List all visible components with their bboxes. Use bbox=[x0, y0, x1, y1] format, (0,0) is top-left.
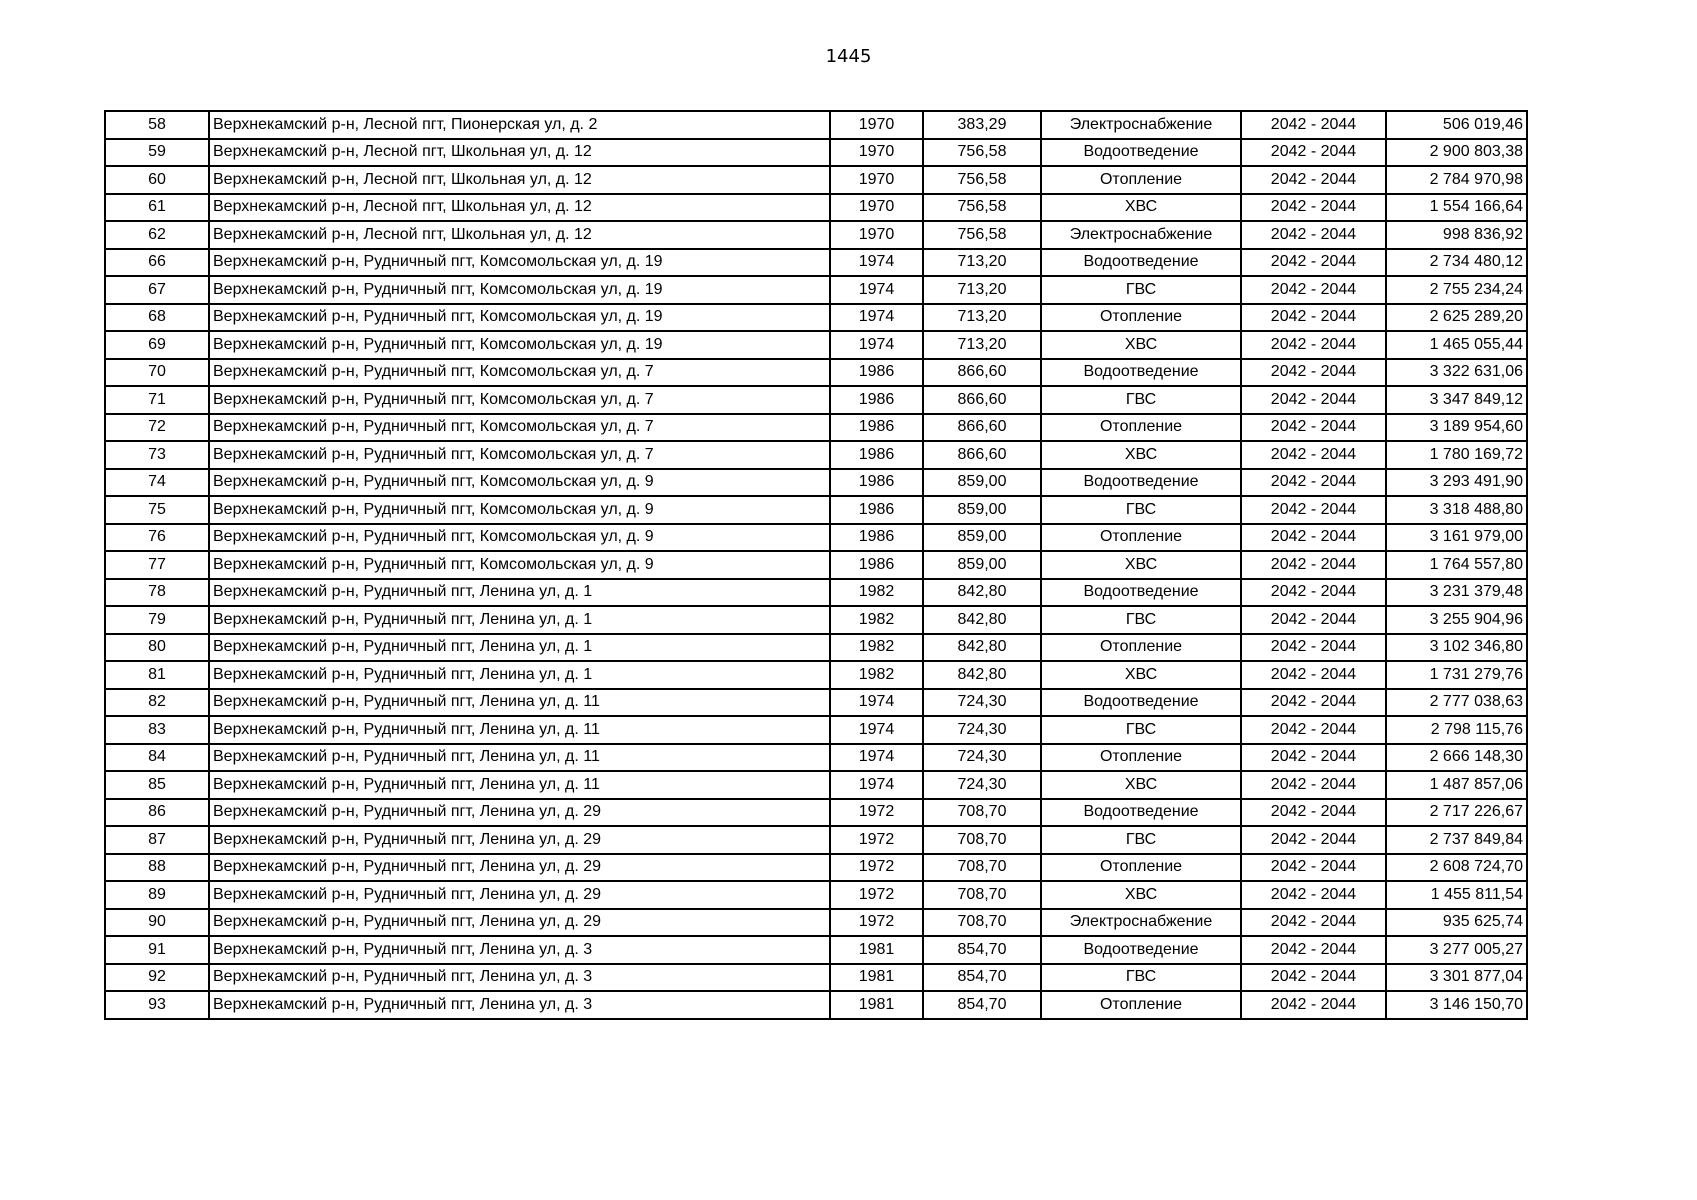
year-built-cell: 1982 bbox=[830, 661, 923, 689]
area-cell: 756,58 bbox=[923, 194, 1041, 222]
table-row bbox=[105, 249, 1527, 277]
address-cell: Верхнекамский р-н, Рудничный пгт, Комсомольская ул, д. 9 bbox=[209, 469, 830, 497]
year-built-cell: 1981 bbox=[830, 936, 923, 964]
address-cell: Верхнекамский р-н, Рудничный пгт, Ленина ул, д. 1 bbox=[209, 634, 830, 662]
work-type-cell: ХВС bbox=[1041, 881, 1241, 909]
table-row bbox=[105, 634, 1527, 662]
address-cell: Верхнекамский р-н, Рудничный пгт, Ленина ул, д. 11 bbox=[209, 689, 830, 717]
cost-cell: 3 301 877,04 bbox=[1386, 964, 1527, 992]
period-cell: 2042 - 2044 bbox=[1241, 386, 1386, 414]
address-cell: Верхнекамский р-н, Рудничный пгт, Ленина ул, д. 29 bbox=[209, 854, 830, 882]
year-built-cell: 1972 bbox=[830, 854, 923, 882]
work-type-cell: ГВС bbox=[1041, 386, 1241, 414]
row-number-cell: 91 bbox=[105, 936, 209, 964]
work-type-cell: Водоотведение bbox=[1041, 359, 1241, 387]
work-type-cell: Водоотведение bbox=[1041, 249, 1241, 277]
table-row bbox=[105, 331, 1527, 359]
area-cell: 708,70 bbox=[923, 909, 1041, 937]
address-cell: Верхнекамский р-н, Лесной пгт, Школьная ул, д. 12 bbox=[209, 221, 830, 249]
cost-cell: 1 465 055,44 bbox=[1386, 331, 1527, 359]
period-cell: 2042 - 2044 bbox=[1241, 359, 1386, 387]
cost-cell: 3 255 904,96 bbox=[1386, 606, 1527, 634]
year-built-cell: 1981 bbox=[830, 964, 923, 992]
year-built-cell: 1986 bbox=[830, 551, 923, 579]
period-cell: 2042 - 2044 bbox=[1241, 964, 1386, 992]
row-number-cell: 62 bbox=[105, 221, 209, 249]
area-cell: 713,20 bbox=[923, 249, 1041, 277]
year-built-cell: 1986 bbox=[830, 414, 923, 442]
year-built-cell: 1986 bbox=[830, 359, 923, 387]
row-number-cell: 82 bbox=[105, 689, 209, 717]
table-row bbox=[105, 166, 1527, 194]
address-cell: Верхнекамский р-н, Лесной пгт, Школьная ул, д. 12 bbox=[209, 166, 830, 194]
table-row bbox=[105, 111, 1527, 139]
work-type-cell: ХВС bbox=[1041, 441, 1241, 469]
period-cell: 2042 - 2044 bbox=[1241, 826, 1386, 854]
row-number-cell: 58 bbox=[105, 111, 209, 139]
area-cell: 842,80 bbox=[923, 579, 1041, 607]
period-cell: 2042 - 2044 bbox=[1241, 909, 1386, 937]
row-number-cell: 93 bbox=[105, 991, 209, 1019]
address-cell: Верхнекамский р-н, Рудничный пгт, Ленина ул, д. 11 bbox=[209, 744, 830, 772]
year-built-cell: 1974 bbox=[830, 304, 923, 332]
cost-cell: 2 784 970,98 bbox=[1386, 166, 1527, 194]
row-number-cell: 71 bbox=[105, 386, 209, 414]
table-row bbox=[105, 551, 1527, 579]
work-type-cell: Водоотведение bbox=[1041, 936, 1241, 964]
address-cell: Верхнекамский р-н, Рудничный пгт, Ленина ул, д. 29 bbox=[209, 799, 830, 827]
table-row bbox=[105, 579, 1527, 607]
table-row bbox=[105, 936, 1527, 964]
table-row bbox=[105, 606, 1527, 634]
cost-cell: 3 102 346,80 bbox=[1386, 634, 1527, 662]
work-type-cell: ХВС bbox=[1041, 771, 1241, 799]
area-cell: 866,60 bbox=[923, 414, 1041, 442]
cost-cell: 1 780 169,72 bbox=[1386, 441, 1527, 469]
address-cell: Верхнекамский р-н, Рудничный пгт, Комсомольская ул, д. 9 bbox=[209, 496, 830, 524]
capital-repair-table bbox=[104, 110, 1528, 1020]
row-number-cell: 60 bbox=[105, 166, 209, 194]
period-cell: 2042 - 2044 bbox=[1241, 991, 1386, 1019]
area-cell: 842,80 bbox=[923, 606, 1041, 634]
cost-cell: 2 777 038,63 bbox=[1386, 689, 1527, 717]
area-cell: 756,58 bbox=[923, 221, 1041, 249]
cost-cell: 2 734 480,12 bbox=[1386, 249, 1527, 277]
period-cell: 2042 - 2044 bbox=[1241, 139, 1386, 167]
year-built-cell: 1970 bbox=[830, 194, 923, 222]
period-cell: 2042 - 2044 bbox=[1241, 304, 1386, 332]
row-number-cell: 90 bbox=[105, 909, 209, 937]
cost-cell: 3 189 954,60 bbox=[1386, 414, 1527, 442]
area-cell: 854,70 bbox=[923, 991, 1041, 1019]
period-cell: 2042 - 2044 bbox=[1241, 221, 1386, 249]
period-cell: 2042 - 2044 bbox=[1241, 414, 1386, 442]
area-cell: 859,00 bbox=[923, 551, 1041, 579]
year-built-cell: 1981 bbox=[830, 991, 923, 1019]
year-built-cell: 1974 bbox=[830, 276, 923, 304]
area-cell: 859,00 bbox=[923, 496, 1041, 524]
address-cell: Верхнекамский р-н, Рудничный пгт, Комсомольская ул, д. 7 bbox=[209, 359, 830, 387]
table-row bbox=[105, 194, 1527, 222]
year-built-cell: 1972 bbox=[830, 909, 923, 937]
area-cell: 859,00 bbox=[923, 524, 1041, 552]
address-cell: Верхнекамский р-н, Рудничный пгт, Комсомольская ул, д. 9 bbox=[209, 524, 830, 552]
row-number-cell: 88 bbox=[105, 854, 209, 882]
page-number: 1445 bbox=[825, 46, 872, 67]
row-number-cell: 89 bbox=[105, 881, 209, 909]
address-cell: Верхнекамский р-н, Рудничный пгт, Ленина ул, д. 29 bbox=[209, 881, 830, 909]
period-cell: 2042 - 2044 bbox=[1241, 799, 1386, 827]
period-cell: 2042 - 2044 bbox=[1241, 744, 1386, 772]
table-row bbox=[105, 386, 1527, 414]
year-built-cell: 1972 bbox=[830, 881, 923, 909]
row-number-cell: 69 bbox=[105, 331, 209, 359]
work-type-cell: ГВС bbox=[1041, 826, 1241, 854]
row-number-cell: 73 bbox=[105, 441, 209, 469]
period-cell: 2042 - 2044 bbox=[1241, 469, 1386, 497]
table-row bbox=[105, 221, 1527, 249]
row-number-cell: 80 bbox=[105, 634, 209, 662]
address-cell: Верхнекамский р-н, Рудничный пгт, Ленина ул, д. 3 bbox=[209, 964, 830, 992]
cost-cell: 1 455 811,54 bbox=[1386, 881, 1527, 909]
table-row bbox=[105, 964, 1527, 992]
address-cell: Верхнекамский р-н, Рудничный пгт, Ленина ул, д. 1 bbox=[209, 606, 830, 634]
cost-cell: 2 608 724,70 bbox=[1386, 854, 1527, 882]
work-type-cell: Отопление bbox=[1041, 524, 1241, 552]
period-cell: 2042 - 2044 bbox=[1241, 194, 1386, 222]
row-number-cell: 87 bbox=[105, 826, 209, 854]
year-built-cell: 1972 bbox=[830, 799, 923, 827]
table-row bbox=[105, 441, 1527, 469]
row-number-cell: 81 bbox=[105, 661, 209, 689]
area-cell: 713,20 bbox=[923, 276, 1041, 304]
address-cell: Верхнекамский р-н, Лесной пгт, Школьная ул, д. 12 bbox=[209, 194, 830, 222]
row-number-cell: 66 bbox=[105, 249, 209, 277]
cost-cell: 2 717 226,67 bbox=[1386, 799, 1527, 827]
year-built-cell: 1974 bbox=[830, 249, 923, 277]
row-number-cell: 68 bbox=[105, 304, 209, 332]
table-row bbox=[105, 771, 1527, 799]
address-cell: Верхнекамский р-н, Рудничный пгт, Ленина ул, д. 1 bbox=[209, 579, 830, 607]
work-type-cell: ГВС bbox=[1041, 276, 1241, 304]
address-cell: Верхнекамский р-н, Рудничный пгт, Ленина ул, д. 1 bbox=[209, 661, 830, 689]
cost-cell: 935 625,74 bbox=[1386, 909, 1527, 937]
table-row bbox=[105, 716, 1527, 744]
area-cell: 724,30 bbox=[923, 716, 1041, 744]
period-cell: 2042 - 2044 bbox=[1241, 579, 1386, 607]
address-cell: Верхнекамский р-н, Рудничный пгт, Ленина ул, д. 11 bbox=[209, 716, 830, 744]
year-built-cell: 1986 bbox=[830, 496, 923, 524]
period-cell: 2042 - 2044 bbox=[1241, 634, 1386, 662]
period-cell: 2042 - 2044 bbox=[1241, 441, 1386, 469]
table-row bbox=[105, 909, 1527, 937]
area-cell: 859,00 bbox=[923, 469, 1041, 497]
table-row bbox=[105, 414, 1527, 442]
work-type-cell: ХВС bbox=[1041, 331, 1241, 359]
year-built-cell: 1974 bbox=[830, 331, 923, 359]
area-cell: 708,70 bbox=[923, 826, 1041, 854]
area-cell: 756,58 bbox=[923, 139, 1041, 167]
table-row bbox=[105, 744, 1527, 772]
work-type-cell: Отопление bbox=[1041, 744, 1241, 772]
year-built-cell: 1982 bbox=[830, 606, 923, 634]
row-number-cell: 77 bbox=[105, 551, 209, 579]
area-cell: 842,80 bbox=[923, 661, 1041, 689]
period-cell: 2042 - 2044 bbox=[1241, 771, 1386, 799]
row-number-cell: 78 bbox=[105, 579, 209, 607]
period-cell: 2042 - 2044 bbox=[1241, 881, 1386, 909]
table-row bbox=[105, 661, 1527, 689]
year-built-cell: 1982 bbox=[830, 579, 923, 607]
work-type-cell: Отопление bbox=[1041, 304, 1241, 332]
row-number-cell: 92 bbox=[105, 964, 209, 992]
period-cell: 2042 - 2044 bbox=[1241, 331, 1386, 359]
work-type-cell: Водоотведение bbox=[1041, 469, 1241, 497]
address-cell: Верхнекамский р-н, Рудничный пгт, Комсомольская ул, д. 7 bbox=[209, 414, 830, 442]
year-built-cell: 1970 bbox=[830, 111, 923, 139]
year-built-cell: 1982 bbox=[830, 634, 923, 662]
work-type-cell: ХВС bbox=[1041, 194, 1241, 222]
period-cell: 2042 - 2044 bbox=[1241, 551, 1386, 579]
area-cell: 708,70 bbox=[923, 881, 1041, 909]
cost-cell: 1 554 166,64 bbox=[1386, 194, 1527, 222]
area-cell: 854,70 bbox=[923, 964, 1041, 992]
year-built-cell: 1970 bbox=[830, 166, 923, 194]
period-cell: 2042 - 2044 bbox=[1241, 111, 1386, 139]
period-cell: 2042 - 2044 bbox=[1241, 524, 1386, 552]
work-type-cell: Электроснабжение bbox=[1041, 111, 1241, 139]
cost-cell: 1 731 279,76 bbox=[1386, 661, 1527, 689]
table-row bbox=[105, 854, 1527, 882]
address-cell: Верхнекамский р-н, Рудничный пгт, Ленина ул, д. 11 bbox=[209, 771, 830, 799]
work-type-cell: Отопление bbox=[1041, 634, 1241, 662]
area-cell: 724,30 bbox=[923, 771, 1041, 799]
table-row bbox=[105, 881, 1527, 909]
cost-cell: 3 161 979,00 bbox=[1386, 524, 1527, 552]
year-built-cell: 1970 bbox=[830, 139, 923, 167]
area-cell: 708,70 bbox=[923, 799, 1041, 827]
row-number-cell: 83 bbox=[105, 716, 209, 744]
cost-cell: 3 318 488,80 bbox=[1386, 496, 1527, 524]
table-row bbox=[105, 304, 1527, 332]
row-number-cell: 84 bbox=[105, 744, 209, 772]
work-type-cell: ХВС bbox=[1041, 551, 1241, 579]
cost-cell: 2 737 849,84 bbox=[1386, 826, 1527, 854]
cost-cell: 3 347 849,12 bbox=[1386, 386, 1527, 414]
row-number-cell: 76 bbox=[105, 524, 209, 552]
table-row bbox=[105, 689, 1527, 717]
table-row bbox=[105, 469, 1527, 497]
period-cell: 2042 - 2044 bbox=[1241, 689, 1386, 717]
table-row bbox=[105, 826, 1527, 854]
cost-cell: 2 666 148,30 bbox=[1386, 744, 1527, 772]
area-cell: 866,60 bbox=[923, 359, 1041, 387]
table-row bbox=[105, 496, 1527, 524]
work-type-cell: Электроснабжение bbox=[1041, 909, 1241, 937]
table-row bbox=[105, 276, 1527, 304]
row-number-cell: 79 bbox=[105, 606, 209, 634]
row-number-cell: 74 bbox=[105, 469, 209, 497]
area-cell: 713,20 bbox=[923, 331, 1041, 359]
table-body bbox=[105, 111, 1527, 1019]
address-cell: Верхнекамский р-н, Рудничный пгт, Комсомольская ул, д. 9 bbox=[209, 551, 830, 579]
row-number-cell: 70 bbox=[105, 359, 209, 387]
year-built-cell: 1974 bbox=[830, 716, 923, 744]
row-number-cell: 85 bbox=[105, 771, 209, 799]
row-number-cell: 75 bbox=[105, 496, 209, 524]
work-type-cell: ХВС bbox=[1041, 661, 1241, 689]
area-cell: 866,60 bbox=[923, 386, 1041, 414]
cost-cell: 2 798 115,76 bbox=[1386, 716, 1527, 744]
area-cell: 854,70 bbox=[923, 936, 1041, 964]
area-cell: 724,30 bbox=[923, 689, 1041, 717]
period-cell: 2042 - 2044 bbox=[1241, 276, 1386, 304]
year-built-cell: 1970 bbox=[830, 221, 923, 249]
address-cell: Верхнекамский р-н, Рудничный пгт, Ленина ул, д. 29 bbox=[209, 826, 830, 854]
year-built-cell: 1974 bbox=[830, 771, 923, 799]
table-row bbox=[105, 359, 1527, 387]
cost-cell: 3 293 491,90 bbox=[1386, 469, 1527, 497]
address-cell: Верхнекамский р-н, Лесной пгт, Школьная ул, д. 12 bbox=[209, 139, 830, 167]
address-cell: Верхнекамский р-н, Рудничный пгт, Комсомольская ул, д. 19 bbox=[209, 249, 830, 277]
work-type-cell: Водоотведение bbox=[1041, 799, 1241, 827]
work-type-cell: ГВС bbox=[1041, 716, 1241, 744]
row-number-cell: 59 bbox=[105, 139, 209, 167]
work-type-cell: Водоотведение bbox=[1041, 579, 1241, 607]
work-type-cell: Отопление bbox=[1041, 991, 1241, 1019]
period-cell: 2042 - 2044 bbox=[1241, 249, 1386, 277]
cost-cell: 1 487 857,06 bbox=[1386, 771, 1527, 799]
period-cell: 2042 - 2044 bbox=[1241, 936, 1386, 964]
address-cell: Верхнекамский р-н, Лесной пгт, Пионерская ул, д. 2 bbox=[209, 111, 830, 139]
address-cell: Верхнекамский р-н, Рудничный пгт, Ленина ул, д. 3 bbox=[209, 936, 830, 964]
period-cell: 2042 - 2044 bbox=[1241, 854, 1386, 882]
work-type-cell: Электроснабжение bbox=[1041, 221, 1241, 249]
address-cell: Верхнекамский р-н, Рудничный пгт, Комсомольская ул, д. 7 bbox=[209, 441, 830, 469]
area-cell: 756,58 bbox=[923, 166, 1041, 194]
year-built-cell: 1974 bbox=[830, 689, 923, 717]
period-cell: 2042 - 2044 bbox=[1241, 716, 1386, 744]
work-type-cell: Отопление bbox=[1041, 854, 1241, 882]
work-type-cell: Отопление bbox=[1041, 166, 1241, 194]
area-cell: 383,29 bbox=[923, 111, 1041, 139]
period-cell: 2042 - 2044 bbox=[1241, 606, 1386, 634]
row-number-cell: 86 bbox=[105, 799, 209, 827]
cost-cell: 3 277 005,27 bbox=[1386, 936, 1527, 964]
address-cell: Верхнекамский р-н, Рудничный пгт, Комсомольская ул, д. 19 bbox=[209, 304, 830, 332]
cost-cell: 998 836,92 bbox=[1386, 221, 1527, 249]
period-cell: 2042 - 2044 bbox=[1241, 496, 1386, 524]
address-cell: Верхнекамский р-н, Рудничный пгт, Ленина ул, д. 29 bbox=[209, 909, 830, 937]
row-number-cell: 72 bbox=[105, 414, 209, 442]
cost-cell: 2 625 289,20 bbox=[1386, 304, 1527, 332]
period-cell: 2042 - 2044 bbox=[1241, 166, 1386, 194]
table-row bbox=[105, 524, 1527, 552]
work-type-cell: Водоотведение bbox=[1041, 139, 1241, 167]
address-cell: Верхнекамский р-н, Рудничный пгт, Комсомольская ул, д. 7 bbox=[209, 386, 830, 414]
cost-cell: 1 764 557,80 bbox=[1386, 551, 1527, 579]
cost-cell: 506 019,46 bbox=[1386, 111, 1527, 139]
year-built-cell: 1986 bbox=[830, 386, 923, 414]
year-built-cell: 1974 bbox=[830, 744, 923, 772]
address-cell: Верхнекамский р-н, Рудничный пгт, Комсомольская ул, д. 19 bbox=[209, 331, 830, 359]
table-row bbox=[105, 799, 1527, 827]
work-type-cell: Отопление bbox=[1041, 414, 1241, 442]
address-cell: Верхнекамский р-н, Рудничный пгт, Ленина ул, д. 3 bbox=[209, 991, 830, 1019]
table-row bbox=[105, 991, 1527, 1019]
year-built-cell: 1972 bbox=[830, 826, 923, 854]
address-cell: Верхнекамский р-н, Рудничный пгт, Комсомольская ул, д. 19 bbox=[209, 276, 830, 304]
year-built-cell: 1986 bbox=[830, 524, 923, 552]
year-built-cell: 1986 bbox=[830, 441, 923, 469]
area-cell: 866,60 bbox=[923, 441, 1041, 469]
area-cell: 724,30 bbox=[923, 744, 1041, 772]
year-built-cell: 1986 bbox=[830, 469, 923, 497]
work-type-cell: Водоотведение bbox=[1041, 689, 1241, 717]
cost-cell: 3 231 379,48 bbox=[1386, 579, 1527, 607]
row-number-cell: 67 bbox=[105, 276, 209, 304]
work-type-cell: ГВС bbox=[1041, 964, 1241, 992]
cost-cell: 2 900 803,38 bbox=[1386, 139, 1527, 167]
area-cell: 713,20 bbox=[923, 304, 1041, 332]
area-cell: 842,80 bbox=[923, 634, 1041, 662]
table-row bbox=[105, 139, 1527, 167]
work-type-cell: ГВС bbox=[1041, 496, 1241, 524]
row-number-cell: 61 bbox=[105, 194, 209, 222]
cost-cell: 3 322 631,06 bbox=[1386, 359, 1527, 387]
work-type-cell: ГВС bbox=[1041, 606, 1241, 634]
area-cell: 708,70 bbox=[923, 854, 1041, 882]
cost-cell: 2 755 234,24 bbox=[1386, 276, 1527, 304]
cost-cell: 3 146 150,70 bbox=[1386, 991, 1527, 1019]
period-cell: 2042 - 2044 bbox=[1241, 661, 1386, 689]
